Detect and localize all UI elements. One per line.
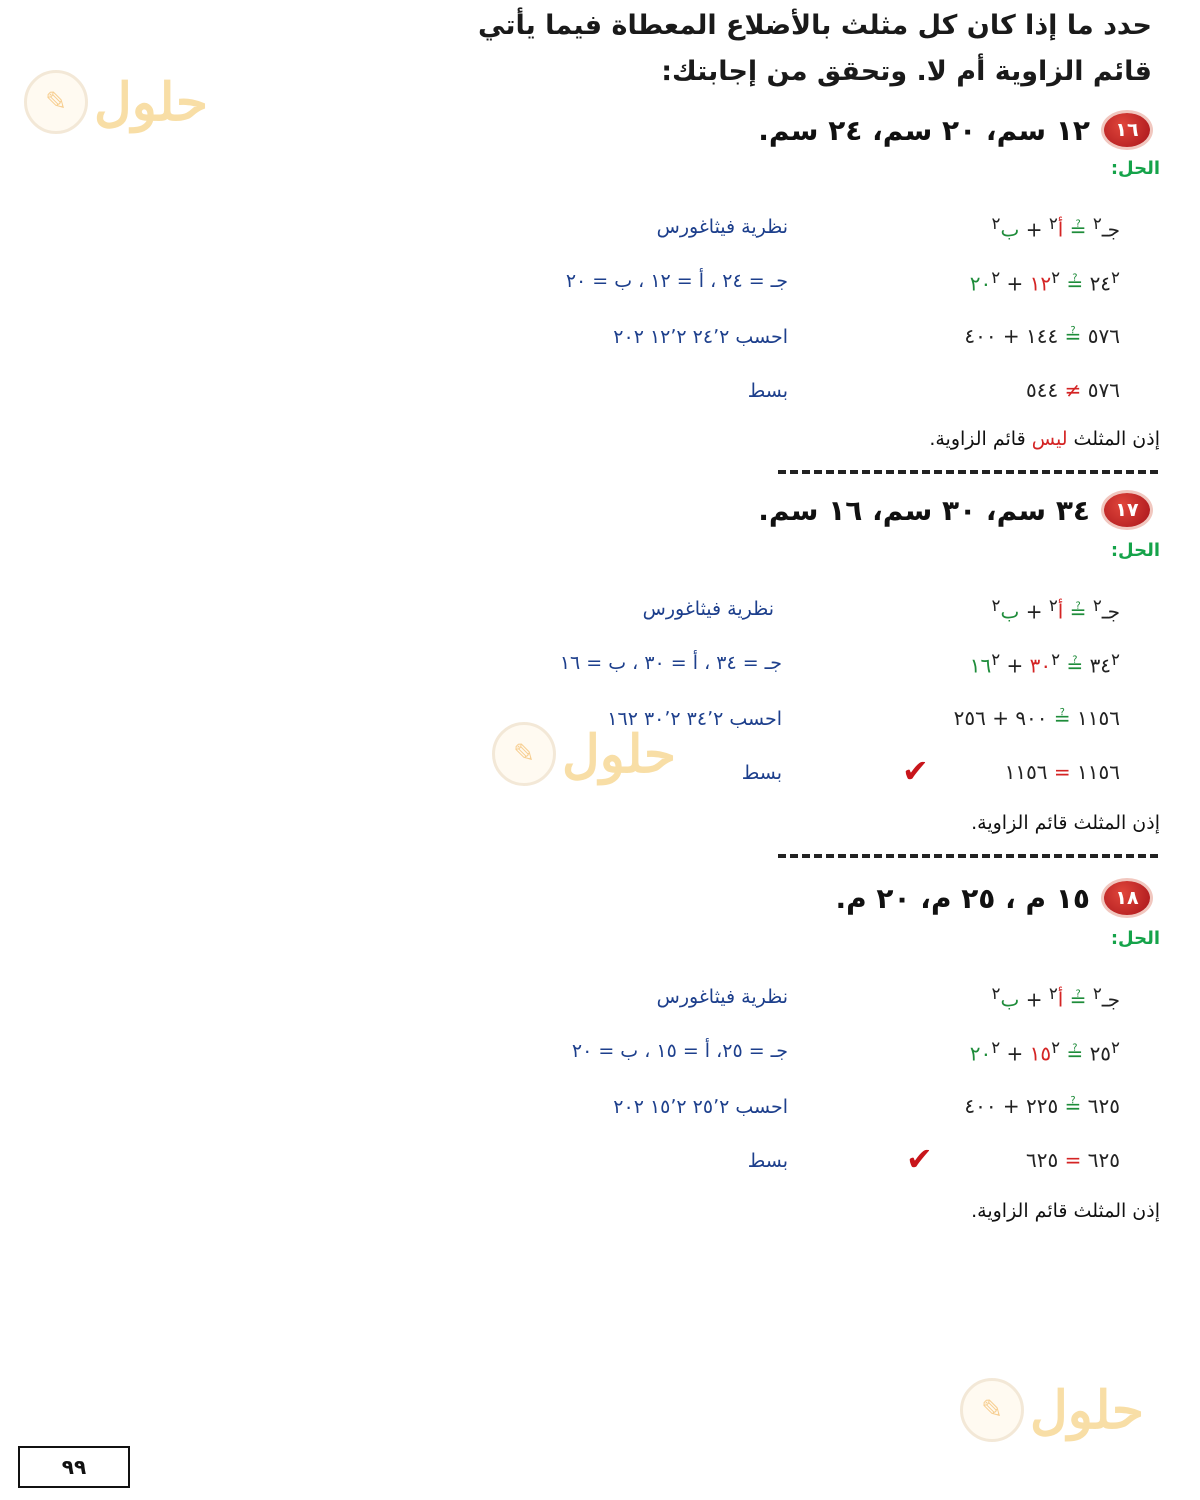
book-icon: ✎ <box>960 1378 1024 1442</box>
equation-row-2: $٢٤^٢$ ≟ $١٢^٢$ + $٢٠^٢$ <box>969 268 1120 296</box>
step-note: بسط <box>741 762 782 784</box>
solution-label: الحل: <box>1110 928 1160 949</box>
equation-row-4: ٥٧٦ ≠ ٥٤٤ <box>1026 378 1120 402</box>
watermark-middle <box>492 722 676 786</box>
equation-row-3: ٥٧٦ ≟ ١٤٤ + ٤٠٠ <box>964 324 1120 348</box>
step-note: بسط <box>747 380 788 402</box>
problem-18-heading <box>835 876 1150 920</box>
equation-row-3: ٦٢٥ ≟ ٢٢٥ + ٤٠٠ <box>964 1094 1120 1118</box>
conclusion: إذن المثلث قائم الزاوية. <box>971 812 1160 834</box>
step-note: نظرية فيثاغورس <box>656 986 788 1008</box>
problem-sides: ١٢ سم، ٢٠ سم، ٢٤ سم. <box>758 113 1090 147</box>
separator <box>778 470 1158 474</box>
equation-row-3: ١١٥٦ ≟ ٩٠٠ + ٢٥٦ <box>953 706 1120 730</box>
equation-row-2: $٣٤^٢$ ≟ $٣٠^٢$ + $١٦^٢$ <box>969 650 1120 678</box>
watermark-bottom-right <box>960 1378 1144 1442</box>
step-note: بسط <box>747 1150 788 1172</box>
step-note: احسب ٢٤٬٢ ١٢٬٢ ٢٠٢ <box>613 326 788 348</box>
problem-sides: ٣٤ سم، ٣٠ سم، ١٦ سم. <box>758 493 1090 527</box>
problem-number-badge: ١٨ <box>1104 881 1150 915</box>
book-icon: ✎ <box>492 722 556 786</box>
equation-row-1: جـ$^٢$ ≟ أ$^٢$ + ب$^٢$ <box>991 214 1120 242</box>
watermark-text: حلول <box>1030 1379 1145 1441</box>
conclusion: إذن المثلث قائم الزاوية. <box>971 1200 1160 1222</box>
step-note: جـ = ٢٤ ، أ = ١٢ ، ب = ٢٠ <box>565 270 788 292</box>
solution-label: الحل: <box>1110 158 1160 179</box>
instructions-line-2: قائم الزاوية أم لا. وتحقق من إجابتك: <box>661 56 1152 87</box>
watermark-text: حلول <box>94 71 209 133</box>
separator <box>778 854 1158 858</box>
step-note: نظرية فيثاغورس <box>656 216 788 238</box>
equation-row-4: ١١٥٦ = ١١٥٦ <box>1004 760 1120 784</box>
step-note: جـ = ٣٤ ، أ = ٣٠ ، ب = ١٦ <box>559 652 782 674</box>
instructions-line-1: حدد ما إذا كان كل مثلث بالأضلاع المعطاة فيما يأتي <box>478 10 1152 41</box>
problem-number-badge: ١٧ <box>1104 493 1150 527</box>
step-note: نظرية فيثاغورس <box>642 598 774 620</box>
page-number: ٩٩ <box>18 1446 130 1488</box>
problem-number-badge: ١٦ <box>1104 113 1150 147</box>
step-note: جـ = ٢٥، أ = ١٥ ، ب = ٢٠ <box>571 1040 788 1062</box>
step-note: احسب ٣٤٬٢ ٣٠٬٢ ١٦٢ <box>607 708 782 730</box>
checkmark-icon: ✔ <box>906 1140 933 1178</box>
equation-row-2: $٢٥^٢$ ≟ $١٥^٢$ + $٢٠^٢$ <box>969 1038 1120 1066</box>
watermark-top-left <box>24 70 208 134</box>
problem-16-heading <box>758 108 1150 152</box>
conclusion: إذن المثلث ليس قائم الزاوية. <box>929 428 1160 450</box>
equation-row-1: جـ$^٢$ ≟ أ$^٢$ + ب$^٢$ <box>991 984 1120 1012</box>
watermark-text: حلول <box>562 723 677 785</box>
equation-row-4: ٦٢٥ = ٦٢٥ <box>1026 1148 1120 1172</box>
problem-17-heading <box>758 488 1150 532</box>
step-note: احسب ٢٥٬٢ ١٥٬٢ ٢٠٢ <box>613 1096 788 1118</box>
equation-row-1: جـ$^٢$ ≟ أ$^٢$ + ب$^٢$ <box>991 596 1120 624</box>
checkmark-icon: ✔ <box>902 752 929 790</box>
solution-label: الحل: <box>1110 540 1160 561</box>
book-icon: ✎ <box>24 70 88 134</box>
problem-sides: ١٥ م ، ٢٥ م، ٢٠ م. <box>835 881 1090 915</box>
